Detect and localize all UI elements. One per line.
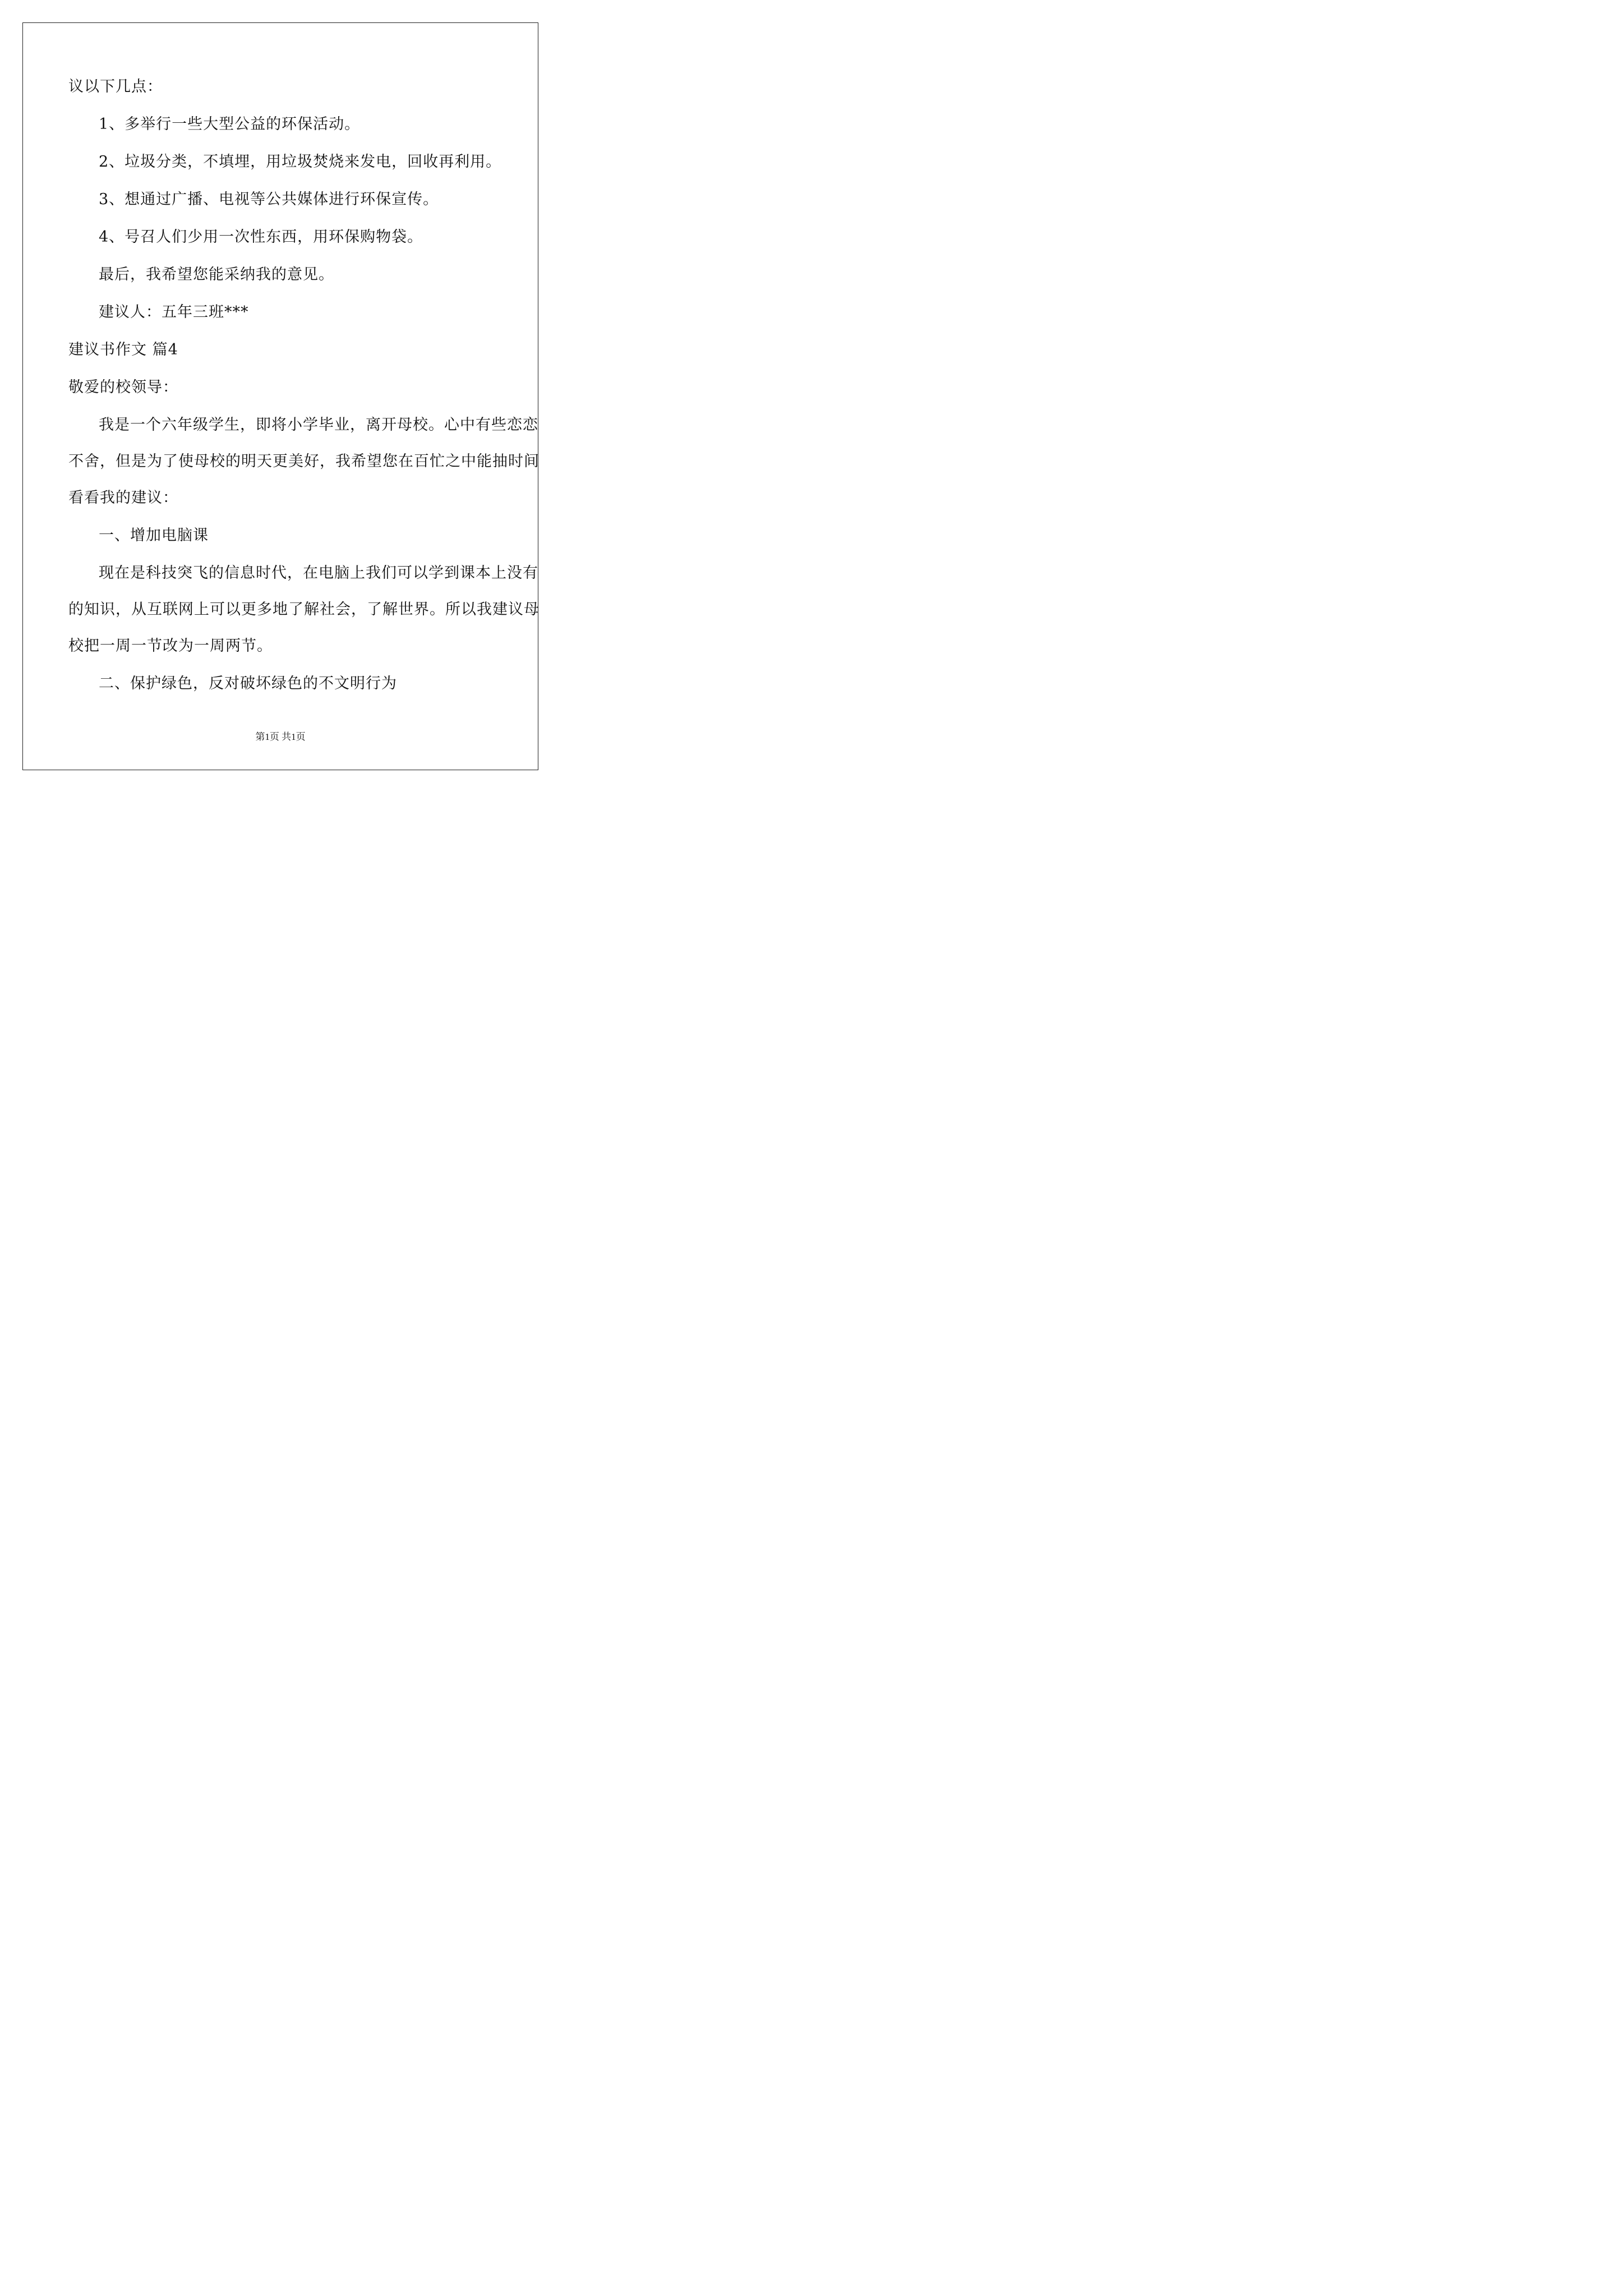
paragraph-line: 现在是科技突飞的信息时代，在电脑上我们可以学到课本上没有 xyxy=(99,564,538,582)
list-item-3: 3、想通过广播、电视等公共媒体进行环保宣传。 xyxy=(99,191,439,208)
paragraph-line: 看看我的建议： xyxy=(68,489,178,507)
subheading-1: 一、增加电脑课 xyxy=(99,527,209,544)
paragraph-line: 校把一周一节改为一周两节。 xyxy=(68,637,273,655)
document-body xyxy=(68,77,540,693)
closing-line: 最后，我希望您能采纳我的意见。 xyxy=(99,266,334,283)
section-heading: 建议书作文 篇4 xyxy=(68,341,178,358)
paragraph-line: 不舍，但是为了使母校的明天更美好，我希望您在百忙之中能抽时间 xyxy=(68,453,540,470)
list-item-2: 2、垃圾分类，不填埋，用垃圾焚烧来发电，回收再利用。 xyxy=(99,153,502,171)
subheading-2: 二、保护绿色，反对破坏绿色的不文明行为 xyxy=(99,675,397,692)
list-item-1: 1、多举行一些大型公益的环保活动。 xyxy=(99,116,361,133)
page-number: 第1页 共1页 xyxy=(255,731,306,742)
text-line: 议以下几点： xyxy=(68,78,163,95)
list-item-4: 4、号召人们少用一次性东西，用环保购物袋。 xyxy=(99,228,423,246)
paragraph-line: 的知识，从互联网上可以更多地了解社会，了解世界。所以我建议母 xyxy=(68,601,540,618)
signature-line: 建议人：五年三班*** xyxy=(99,303,249,321)
salutation: 敬爱的校领导： xyxy=(68,379,178,396)
paragraph-line: 我是一个六年级学生，即将小学毕业，离开母校。心中有些恋恋 xyxy=(99,416,538,434)
